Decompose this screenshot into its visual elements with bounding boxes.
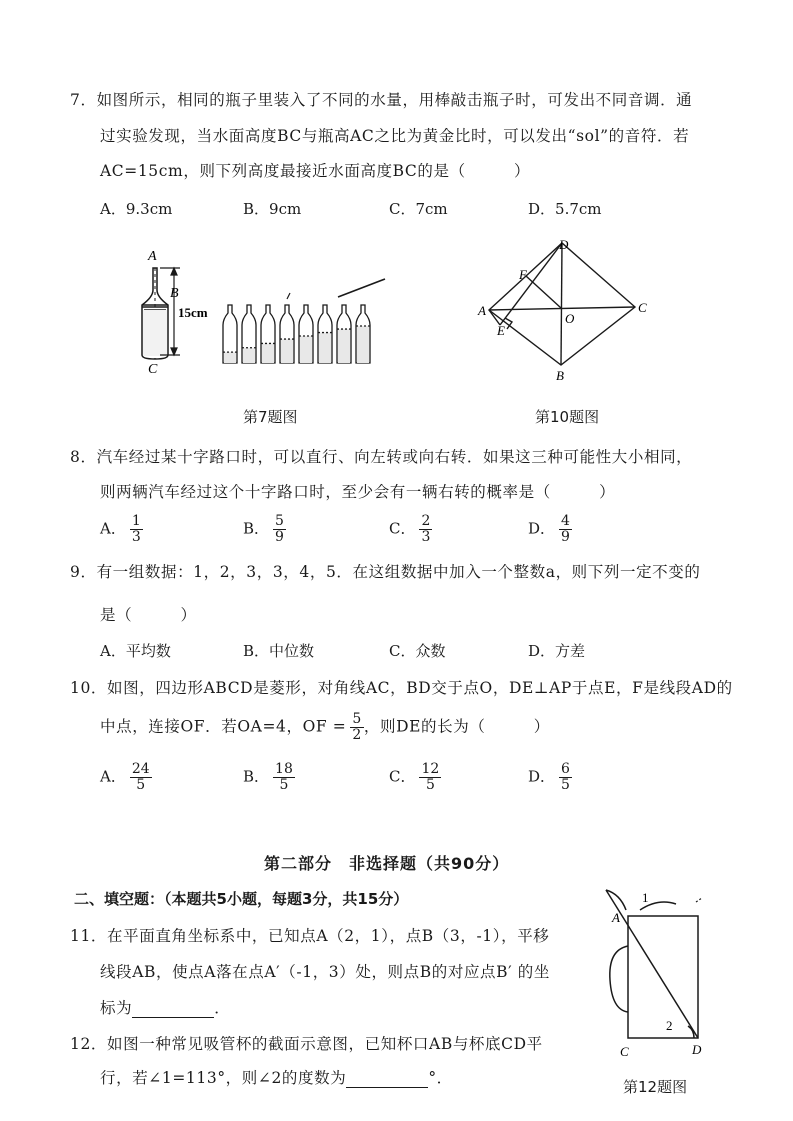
bottle-water — [357, 326, 369, 363]
q12-line2: 行，若∠1=113°，则∠2的度数为 °． — [100, 1069, 453, 1087]
q11-number: 11． — [70, 927, 108, 945]
label-o: O — [565, 311, 575, 326]
q10-figure-caption: 第10题图 — [535, 408, 600, 426]
q8-option-d: D． $\frac{4}{9}$ — [528, 513, 570, 545]
label-d: D — [559, 237, 569, 252]
q11-line1 — [70, 924, 549, 946]
part2-title: 第二部分 非选择题（共90分） — [264, 854, 510, 873]
q9-line2: 是（ ） — [100, 606, 197, 624]
q10-rhombus-figure — [475, 235, 655, 385]
q9-line1 — [70, 560, 700, 582]
label-d: D — [692, 1042, 702, 1057]
q11-text-1: 在平面直角坐标系中，已知点A（2，1），点B（3，-1），平移 — [107, 927, 550, 945]
label-c: C — [620, 1044, 629, 1059]
q10-option-c: C． $\frac{12}{5}$ — [389, 761, 440, 793]
q10-line2: 中点，连接OF．若OA=4，OF = $\frac{5}{2}$ ，则DE的长为（ ） — [100, 711, 550, 743]
q7-option-d: D．5.7cm — [528, 200, 602, 218]
q12-number: 12． — [70, 1035, 108, 1053]
q11-answer-blank[interactable] — [132, 999, 214, 1018]
q8-option-c: C． $\frac{2}{3}$ — [389, 513, 431, 545]
q9-option-b: B．中位数 — [243, 642, 315, 660]
q7-number: 7． — [70, 91, 97, 109]
q7-option-b: B．9cm — [243, 200, 302, 218]
q10-text-1: 如图，四边形ABCD是菱形，对角线AC，BD交于点O，DE⊥AP于点E，F是线段AD的 — [107, 679, 733, 697]
q9-option-c: C．众数 — [389, 642, 446, 660]
angle-2-label: 2 — [666, 1018, 673, 1033]
q8-option-a: A． $\frac{1}{3}$ — [100, 513, 141, 545]
bottle-water — [243, 348, 255, 363]
q7-line2: 过实验发现，当水面高度BC与瓶高AC之比为黄金比时，可以发出“sol”的音符．若 — [100, 127, 690, 145]
q7-option-a: A．9.3cm — [100, 200, 173, 218]
label-a: A — [612, 910, 620, 925]
q10-option-a: A． $\frac{24}{5}$ — [100, 761, 150, 793]
label-c: C — [148, 362, 158, 377]
bottle-water — [300, 336, 312, 363]
q8-line2: 则两辆汽车经过这个十字路口时，至少会有一辆右转的概率是（ ） — [100, 483, 616, 501]
q10-option-b: B． $\frac{18}{5}$ — [243, 761, 293, 793]
q10-line1 — [70, 676, 733, 698]
label-b: B — [170, 286, 179, 301]
label-e: E — [497, 323, 505, 338]
q12-answer-blank[interactable] — [346, 1069, 428, 1088]
label-f: F — [519, 267, 527, 282]
label-b: B — [556, 368, 564, 383]
q8-number: 8． — [70, 448, 97, 466]
q9-text-1: 有一组数据：1，2，3，3，4，5．在这组数据中加入一个整数a，则下列一定不变的 — [96, 563, 701, 581]
q7-figure-caption: 第7题图 — [243, 408, 298, 426]
q7-line1 — [70, 88, 692, 110]
label-a: A — [478, 303, 486, 318]
bottle-water — [319, 333, 331, 363]
bottle-water — [224, 352, 236, 363]
q7-line3: AC=15cm，则下列高度最接近水面高度BC的是（ ） — [100, 162, 531, 180]
q11-line2: 线段AB，使点A落在点A′（-1，3）处，则点B的对应点B′ 的坐 — [100, 963, 550, 981]
q7-bottle-figure — [120, 245, 400, 380]
q12-figure-caption: 第12题图 — [623, 1078, 688, 1096]
bottle-water — [281, 339, 293, 363]
angle-1-label: 1 — [642, 890, 649, 905]
cup-handle — [610, 946, 628, 1012]
q8-line1 — [70, 445, 692, 467]
label-15cm: 15cm — [178, 305, 208, 320]
section-fill-in: 二、填空题：（本题共5小题，每题3分，共15分） — [74, 890, 409, 908]
label-a: A — [148, 249, 157, 264]
q9-option-d: D．方差 — [528, 642, 586, 660]
label-c: C — [638, 300, 647, 315]
q10-number: 10． — [70, 679, 108, 697]
q8-option-b: B． $\frac{5}{9}$ — [243, 513, 284, 545]
q9-number: 9． — [70, 563, 97, 581]
q12-cup-figure — [598, 880, 718, 1060]
q10-option-d: D． $\frac{6}{5}$ — [528, 761, 570, 793]
q7-text-1: 如图所示，相同的瓶子里装入了不同的水量，用棒敲击瓶子时，可发出不同音调．通 — [96, 91, 693, 109]
q7-option-c: C．7cm — [389, 200, 448, 218]
q9-option-a: A．平均数 — [100, 642, 171, 660]
bottle-water — [262, 343, 274, 363]
q12-text-1: 如图一种常见吸管杯的截面示意图，已知杯口AB与杯底CD平 — [107, 1035, 543, 1053]
q11-line3: 标为 ． — [100, 999, 231, 1017]
q8-text-1: 汽车经过某十字路口时，可以直行、向左转或向右转．如果这三种可能性大小相同， — [96, 448, 693, 466]
bottle-water — [338, 329, 350, 363]
q12-line1 — [70, 1032, 543, 1054]
